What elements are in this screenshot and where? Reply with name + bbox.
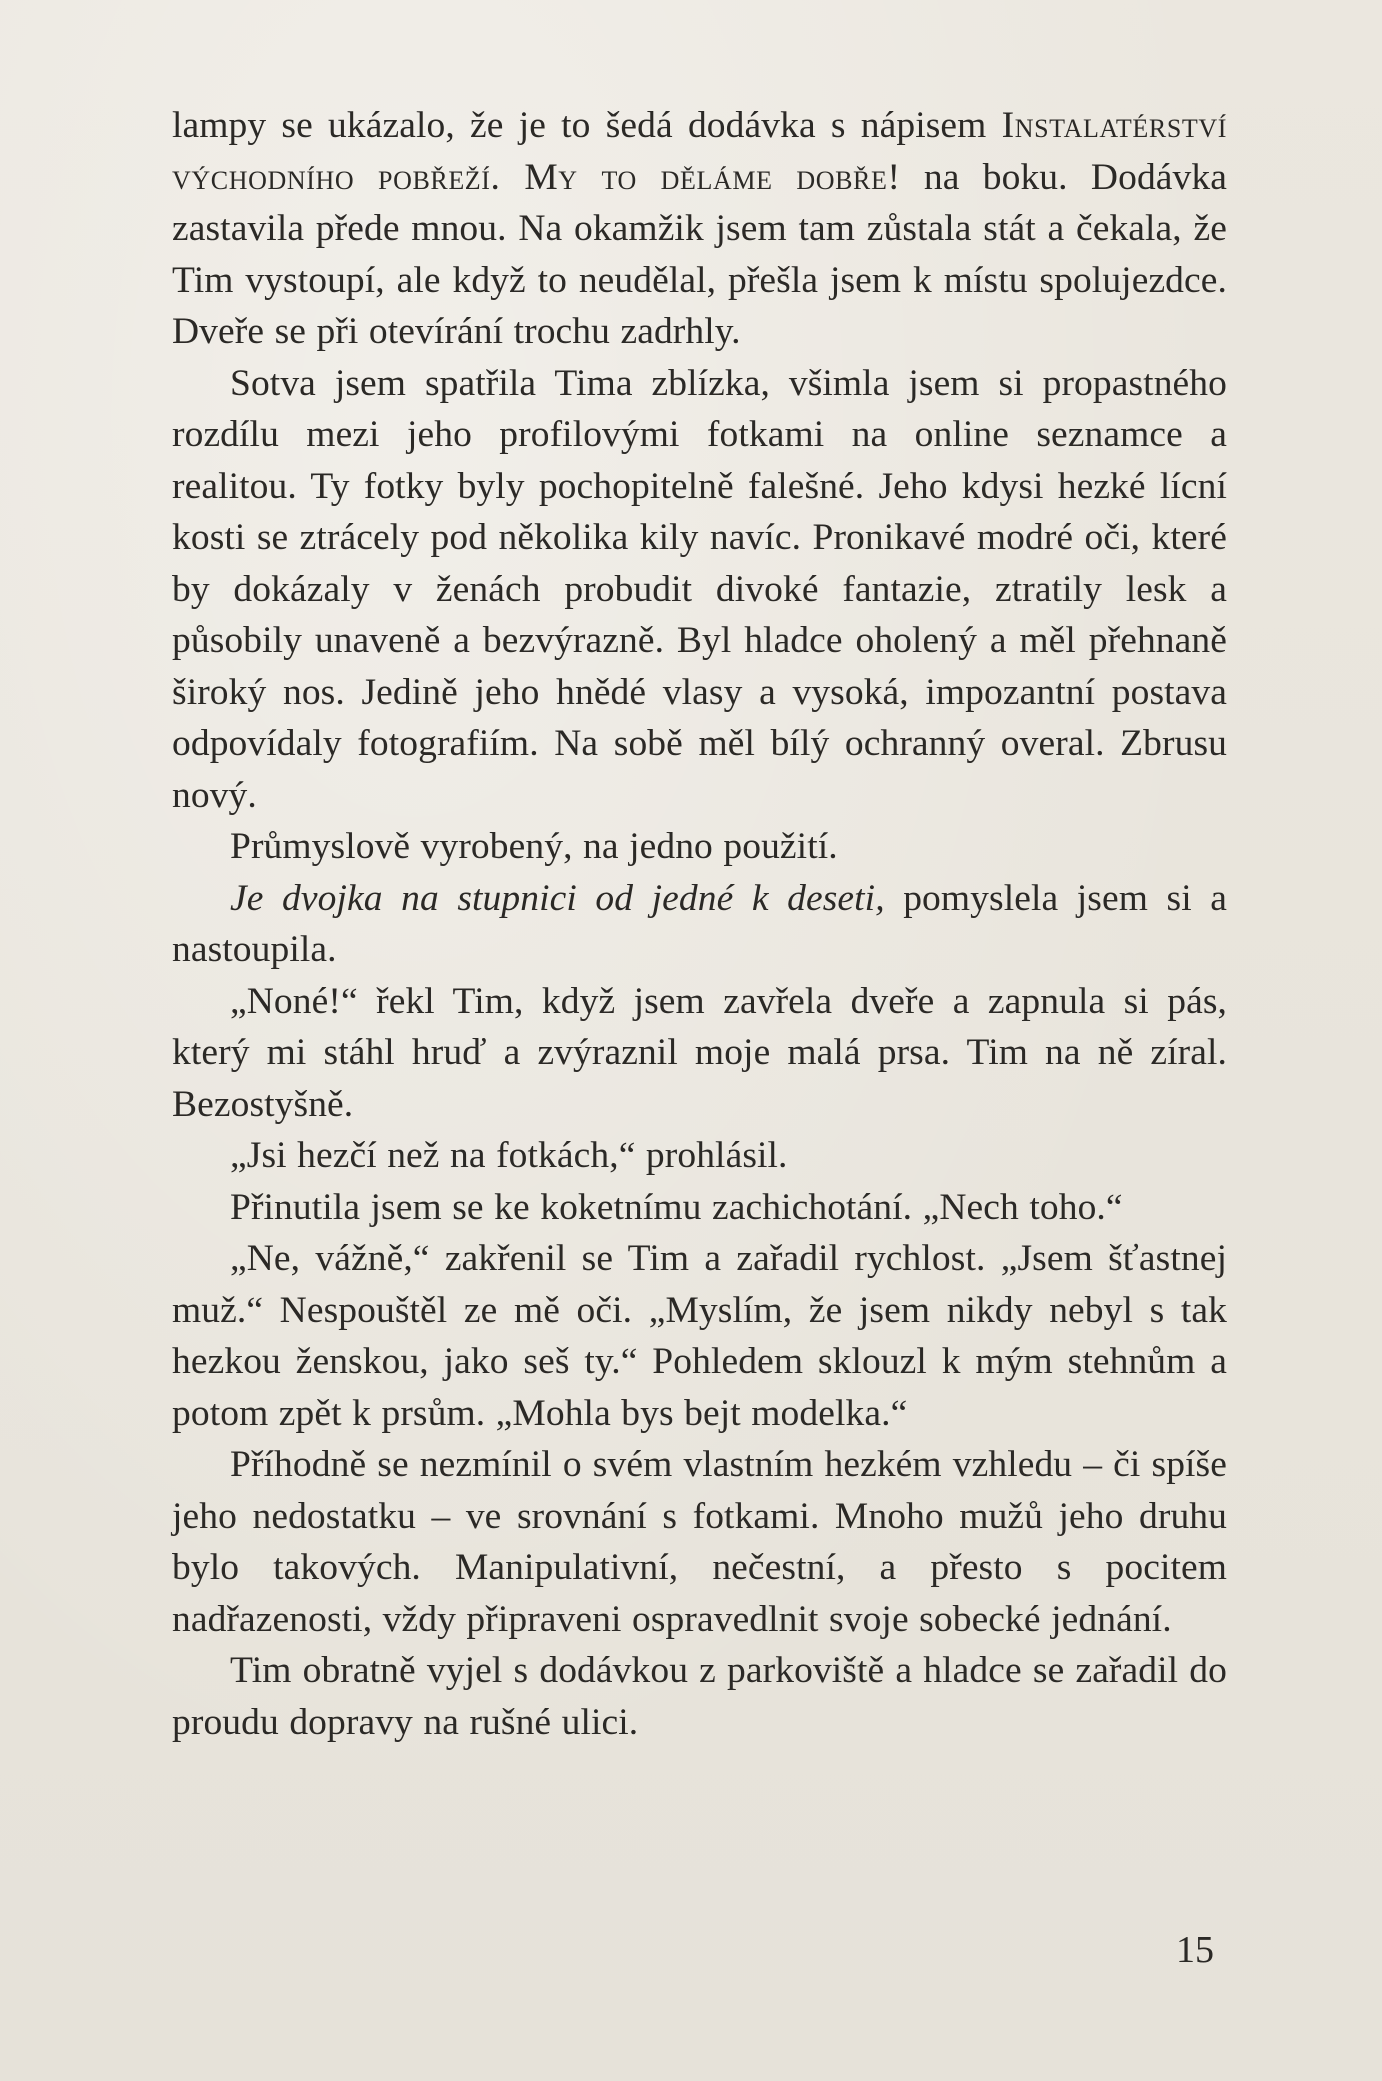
paragraph-2 <box>172 358 1227 822</box>
text-run: na boku. Dodávka zastavila přede mnou. Na okamžik jsem tam zůstala stát a čekala, že Tim vystoupí, ale když to neudělal, přešla jsem k místu spolujezdce. Dveře se při otevírání trochu zadrhly. <box>172 156 1227 352</box>
text-run: Příhodně se nezmínil o svém vlastním hezkém vzhledu – či spíše jeho nedostatku – ve srovnání s fotkami. Mnoho mužů jeho druhu bylo takových. Manipulativní, nečestní, a přesto s pocitem nadřazenosti, vždy připraveni ospravedlnit svoje sobecké jednání. <box>172 1444 1227 1640</box>
text-run: Průmyslově vyrobený, na jedno použití. <box>230 826 838 867</box>
paragraph-5 <box>172 976 1227 1131</box>
paragraph-10 <box>172 1645 1227 1748</box>
paragraph-9 <box>172 1439 1227 1645</box>
page-number: 15 <box>1176 1929 1214 1971</box>
text-run: „Ne, vážně,“ zakřenil se Tim a zařadil rychlost. „Jsem šťastnej muž.“ Nespouštěl ze mě oči. „Myslím, že jsem nikdy nebyl s tak hezkou ženskou, jako seš ty.“ Pohledem sklouzl k mým stehnům a potom zpět k prsům. „Mohla bys bejt modelka.“ <box>172 1238 1227 1434</box>
text-run: „Noné!“ řekl Tim, když jsem zavřela dveře a zapnula si pás, který mi stáhl hruď a zvýraznil moje malá prsa. Tim na ně zíral. Bezostyšně. <box>172 980 1227 1125</box>
paragraph-1 <box>172 100 1227 358</box>
italic-thought: Je dvojka na stupnici od jedné k deseti, <box>230 877 885 919</box>
text-run: „Jsi hezčí než na fotkách,“ prohlásil. <box>230 1135 788 1176</box>
paragraph-3 <box>172 821 1227 873</box>
paragraph-7 <box>172 1182 1227 1234</box>
paragraph-4 <box>172 873 1227 976</box>
van-inscription: Instalatérství východního pobřeží. My to děláme dobře! <box>172 105 1227 198</box>
text-run: lampy se ukázalo, že je to šedá dodávka s nápisem <box>172 105 1002 146</box>
text-run: Sotva jsem spatřila Tima zblízka, všimla jsem si propastného rozdílu mezi jeho profilovými fotkami na online seznamce a realitou. Ty fotky byly pochopitelně falešné. Jeho kdysi hezké lícní kosti se ztrácely pod několika kily navíc. Pronikavé modré oči, které by dokázaly v ženách probudit divoké fantazie, ztratily lesk a působily unaveně a bezvýrazně. Byl hladce oholený a měl přehnaně široký nos. Jedině jeho hnědé vlasy a vysoká, impozantní postava odpovídaly fotografiím. Na sobě měl bílý ochranný overal. Zbrusu nový. <box>172 362 1227 816</box>
text-run: Tim obratně vyjel s dodávkou z parkoviště a hladce se zařadil do proudu dopravy na rušné ulici. <box>172 1650 1227 1743</box>
paragraph-6 <box>172 1130 1227 1182</box>
paragraph-8 <box>172 1233 1227 1439</box>
text-run: Přinutila jsem se ke koketnímu zachichotání. „Nech toho.“ <box>230 1186 1123 1228</box>
body-text <box>172 100 1227 1748</box>
text-run: pomyslela jsem si a nastoupila. <box>172 877 1227 970</box>
